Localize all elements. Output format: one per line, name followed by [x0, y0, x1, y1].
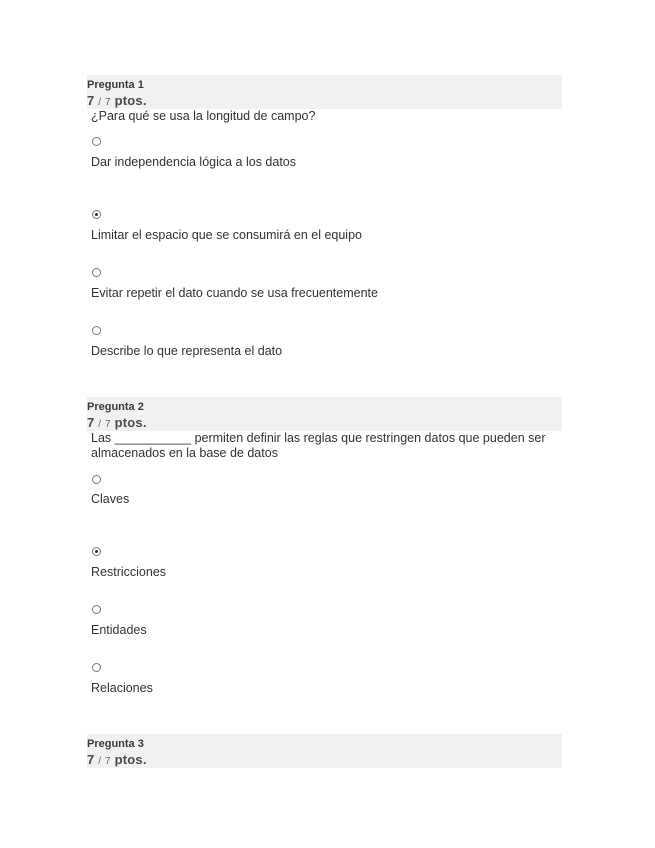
- score-value: 7: [87, 415, 95, 430]
- answer-label[interactable]: Restricciones: [91, 565, 167, 579]
- question-2: [87, 397, 566, 695]
- question-title: Pregunta 1: [87, 79, 144, 91]
- answer-label[interactable]: Describe lo que representa el dato: [91, 344, 283, 358]
- score-unit: ptos.: [114, 415, 147, 430]
- answer-label[interactable]: Entidades: [91, 623, 147, 637]
- answer-label[interactable]: Relaciones: [91, 681, 153, 695]
- question-title: Pregunta 2: [87, 401, 144, 413]
- answer-label[interactable]: Dar independencia lógica a los datos: [91, 155, 296, 169]
- question-1: [87, 75, 566, 358]
- score-value: 7: [87, 752, 95, 767]
- question-header: [87, 734, 562, 768]
- question-header: [87, 75, 562, 109]
- radio-button-selected[interactable]: [92, 210, 101, 219]
- score-max: 7: [105, 419, 111, 430]
- radio-button-selected[interactable]: [92, 547, 101, 556]
- question-score: [87, 415, 147, 430]
- question-text: Las ___________ permiten definir las reglas que restringen datos que pueden ser almacenados en la base de datos: [91, 431, 546, 460]
- answer-label[interactable]: Claves: [91, 492, 130, 506]
- question-3: [87, 734, 566, 768]
- score-separator: /: [98, 756, 102, 767]
- radio-button[interactable]: [92, 268, 101, 277]
- radio-button[interactable]: [92, 137, 101, 146]
- radio-button[interactable]: [92, 326, 101, 335]
- question-score: [87, 93, 147, 108]
- score-max: 7: [105, 97, 111, 108]
- score-max: 7: [105, 756, 111, 767]
- answer-label[interactable]: Limitar el espacio que se consumirá en el equipo: [91, 228, 362, 242]
- score-value: 7: [87, 93, 95, 108]
- question-title: Pregunta 3: [87, 738, 144, 750]
- radio-button[interactable]: [92, 663, 101, 672]
- score-separator: /: [98, 97, 102, 108]
- radio-button[interactable]: [92, 475, 101, 484]
- answer-label[interactable]: Evitar repetir el dato cuando se usa frecuentemente: [91, 286, 378, 300]
- question-score: [87, 752, 147, 767]
- question-text: ¿Para qué se usa la longitud de campo?: [91, 109, 316, 123]
- question-header: [87, 397, 562, 431]
- score-unit: ptos.: [114, 752, 147, 767]
- score-separator: /: [98, 419, 102, 430]
- score-unit: ptos.: [114, 93, 147, 108]
- radio-button[interactable]: [92, 605, 101, 614]
